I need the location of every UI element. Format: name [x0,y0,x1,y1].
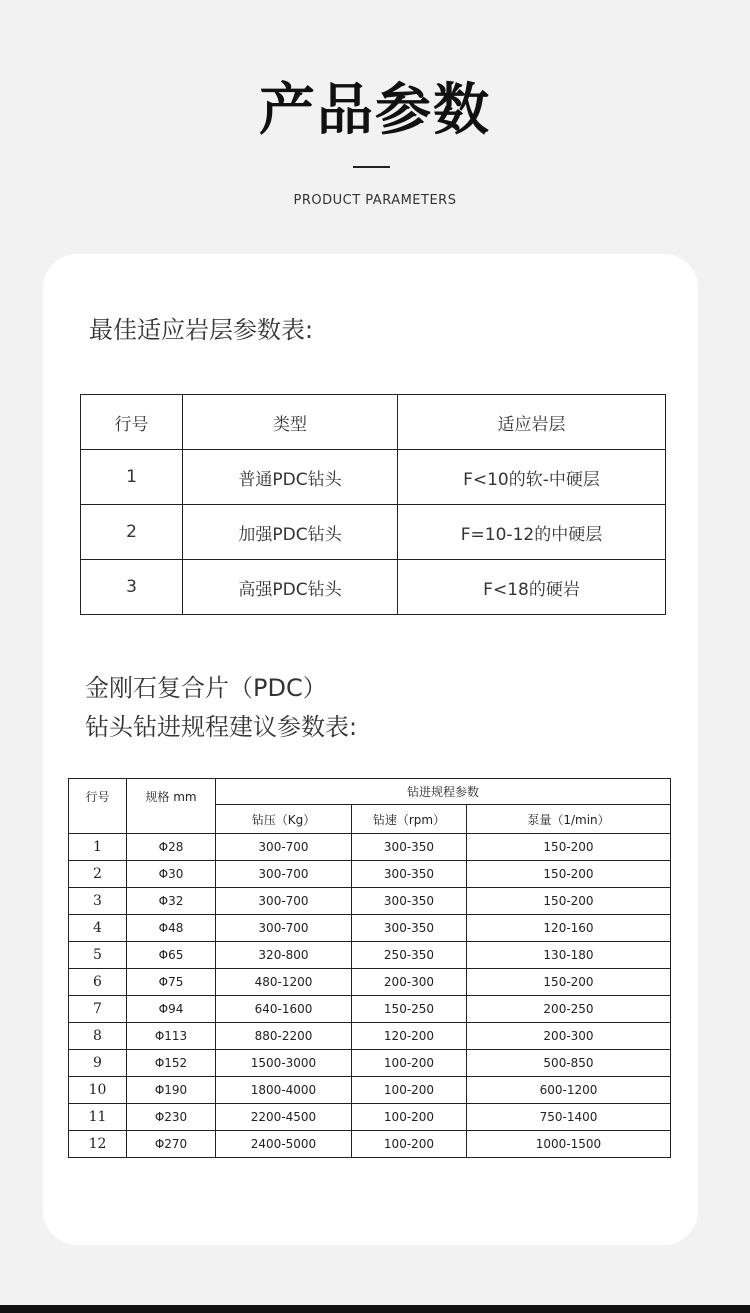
table-header-row [69,779,671,805]
table-cell: 300-700 [216,888,352,915]
table-cell: 2 [81,505,183,560]
drilling-params-table [68,778,671,1158]
table-cell: 1 [81,450,183,505]
table-cell: 200-300 [467,1023,671,1050]
table-cell: 120-200 [352,1023,467,1050]
page-title: 产品参数 [259,78,491,143]
table-cell: 100-200 [352,1131,467,1158]
table-cell: 3 [81,560,183,615]
table-cell: 3 [69,888,127,915]
table-cell: Φ28 [127,834,216,861]
table-row [69,942,671,969]
table-row [69,1023,671,1050]
bottom-bar [0,1305,750,1313]
column-header: 类型 [183,395,398,450]
table-cell: 1 [69,834,127,861]
table-cell: 1500-3000 [216,1050,352,1077]
table-cell: 2400-5000 [216,1131,352,1158]
table-cell: Φ30 [127,861,216,888]
table-cell: 480-1200 [216,969,352,996]
column-header-pressure: 钻压（Kg） [216,805,352,834]
table-cell: 300-350 [352,915,467,942]
table-cell: 150-250 [352,996,467,1023]
table-cell: 2 [69,861,127,888]
table-cell: 普通PDC钻头 [183,450,398,505]
table-cell: Φ94 [127,996,216,1023]
table-cell: 100-200 [352,1077,467,1104]
table-row [69,1077,671,1104]
table-cell: 120-160 [467,915,671,942]
table-cell: 100-200 [352,1050,467,1077]
table-cell: Φ48 [127,915,216,942]
table-row [69,996,671,1023]
table-cell: 750-1400 [467,1104,671,1131]
table-cell: 300-700 [216,834,352,861]
table-cell: 300-700 [216,861,352,888]
table-header-row [81,395,666,450]
title-divider [353,166,390,168]
table-cell: Φ230 [127,1104,216,1131]
table-row [69,1104,671,1131]
table-cell: 300-700 [216,915,352,942]
table-cell: 320-800 [216,942,352,969]
table-cell: Φ32 [127,888,216,915]
table-cell: 250-350 [352,942,467,969]
table-cell: F<10的软-中硬层 [398,450,666,505]
rock-table-title: 最佳适应岩层参数表: [89,316,314,344]
table-cell: 600-1200 [467,1077,671,1104]
column-header-row-no: 行号 [69,779,127,834]
table-cell: F=10-12的中硬层 [398,505,666,560]
table-cell: Φ113 [127,1023,216,1050]
column-header: 适应岩层 [398,395,666,450]
table-cell: 10 [69,1077,127,1104]
table-cell: 4 [69,915,127,942]
table-cell: 200-300 [352,969,467,996]
column-group-header: 钻进规程参数 [216,779,671,805]
table-cell: 300-350 [352,861,467,888]
table-cell: Φ75 [127,969,216,996]
table-cell: 12 [69,1131,127,1158]
table-cell: 880-2200 [216,1023,352,1050]
table-row [69,969,671,996]
table-cell: 500-850 [467,1050,671,1077]
table-cell: 130-180 [467,942,671,969]
table-cell: Φ152 [127,1050,216,1077]
table-cell: 150-200 [467,888,671,915]
table-row [81,560,666,615]
table-row [69,834,671,861]
table-row [69,1131,671,1158]
table-cell: 11 [69,1104,127,1131]
table-cell: 6 [69,969,127,996]
table-cell: 加强PDC钻头 [183,505,398,560]
table-cell: F<18的硬岩 [398,560,666,615]
table-cell: 高强PDC钻头 [183,560,398,615]
table-cell: Φ270 [127,1131,216,1158]
table-cell: 5 [69,942,127,969]
table-row [69,861,671,888]
table-row [69,1050,671,1077]
table-cell: Φ65 [127,942,216,969]
column-header: 行号 [81,395,183,450]
table-row [69,888,671,915]
table-row [69,915,671,942]
page-subtitle: PRODUCT PARAMETERS [293,193,457,208]
column-header-pump: 泵量（1/min） [467,805,671,834]
table-cell: 300-350 [352,888,467,915]
column-header-spec: 规格 mm [127,779,216,834]
rock-layer-table [80,394,666,615]
table-cell: Φ190 [127,1077,216,1104]
table-cell: 2200-4500 [216,1104,352,1131]
table-cell: 1000-1500 [467,1131,671,1158]
table-row [81,505,666,560]
table-cell: 8 [69,1023,127,1050]
table-cell: 100-200 [352,1104,467,1131]
table-row [81,450,666,505]
table-cell: 150-200 [467,861,671,888]
table-cell: 9 [69,1050,127,1077]
table-cell: 7 [69,996,127,1023]
table-cell: 150-200 [467,969,671,996]
drilling-table-title-line1: 金刚石复合片（PDC） [85,674,327,702]
table-cell: 150-200 [467,834,671,861]
drilling-table-title-line2: 钻头钻进规程建议参数表: [85,713,358,741]
table-cell: 1800-4000 [216,1077,352,1104]
table-cell: 640-1600 [216,996,352,1023]
column-header-speed: 钻速（rpm） [352,805,467,834]
table-cell: 300-350 [352,834,467,861]
table-cell: 200-250 [467,996,671,1023]
